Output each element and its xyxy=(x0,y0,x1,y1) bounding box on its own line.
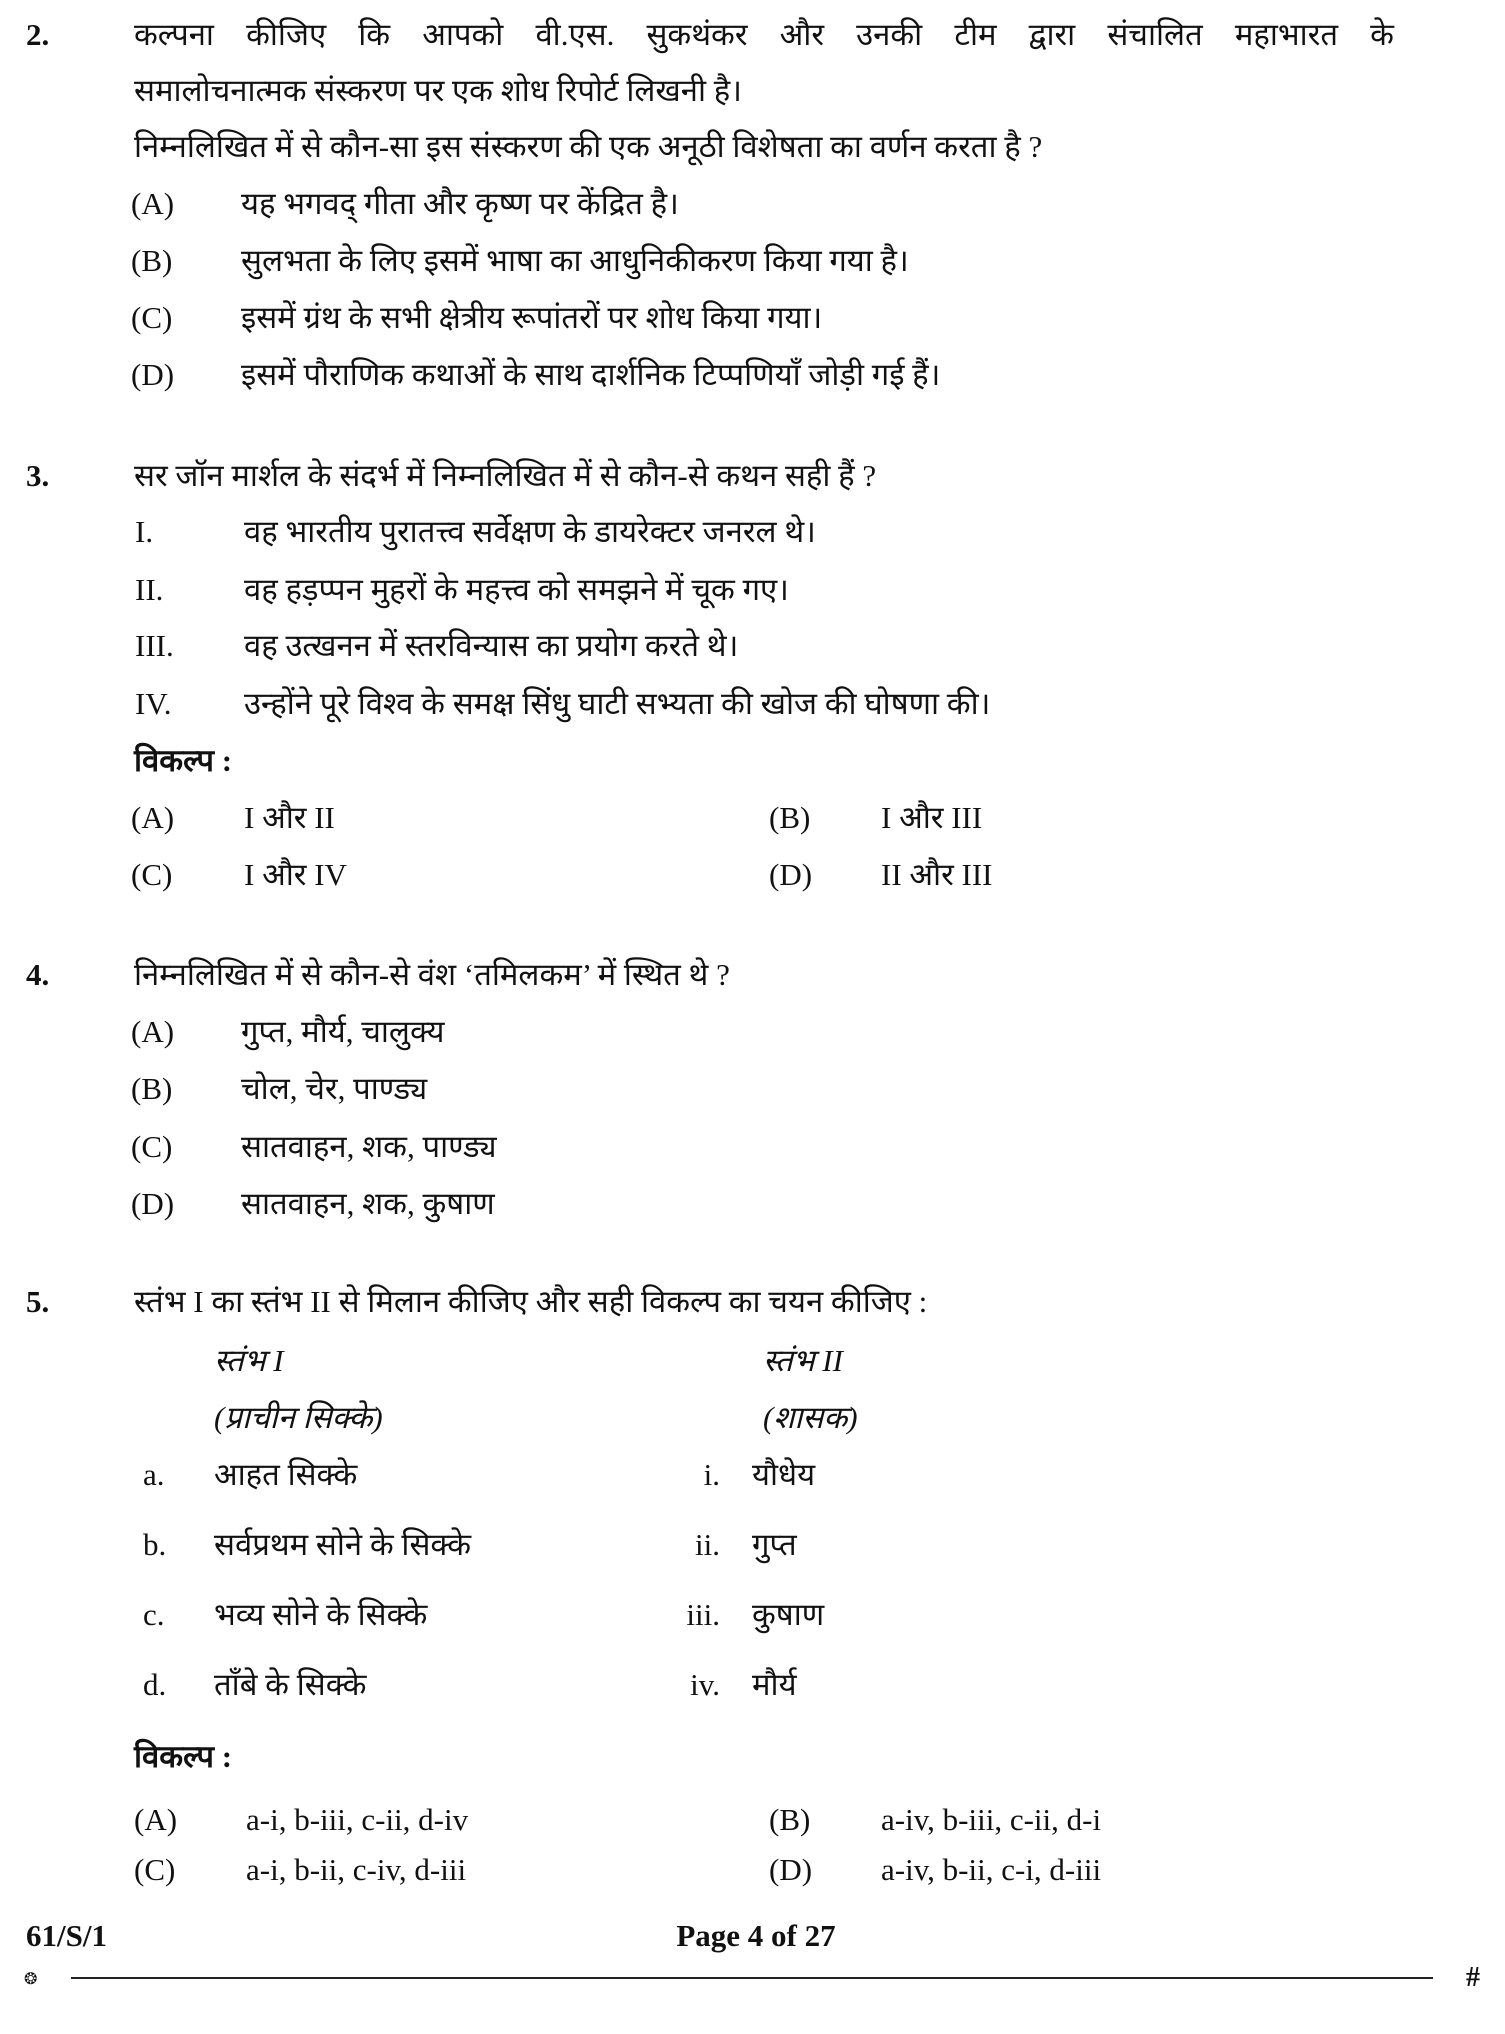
statement-text: वह उत्खनन में स्तरविन्यास का प्रयोग करते थे। xyxy=(244,628,739,663)
option-label: (B) xyxy=(131,243,173,278)
match-text: कुषाण xyxy=(752,1597,825,1632)
statement-label: II. xyxy=(135,572,164,607)
match-label: b. xyxy=(143,1527,167,1562)
match-label: iii. xyxy=(686,1597,720,1632)
option-label: (A) xyxy=(131,1014,175,1049)
option-label: (A) xyxy=(131,800,175,835)
statement-label: IV. xyxy=(135,686,172,721)
column-title: स्तंभ I xyxy=(214,1343,284,1378)
match-label: iv. xyxy=(690,1667,720,1702)
statement-text: वह हड़प्पन मुहरों के महत्त्व को समझने में चूक गए। xyxy=(244,572,789,607)
option-label: (C) xyxy=(131,300,173,335)
question-text: निम्नलिखित में से कौन-सा इस संस्करण की एक अनूठी विशेषता का वर्णन करता है ? xyxy=(134,129,1043,164)
match-text: आहत सिक्के xyxy=(214,1457,358,1492)
match-text: मौर्य xyxy=(752,1667,797,1702)
option-label: (C) xyxy=(131,857,173,892)
match-text: यौधेय xyxy=(752,1457,816,1492)
match-label: ii. xyxy=(695,1527,720,1562)
question-number: 2. xyxy=(26,17,50,52)
option-label: (C) xyxy=(131,1129,173,1164)
option-label: (B) xyxy=(769,1802,811,1837)
option-text: I और III xyxy=(881,800,983,835)
option-label: (A) xyxy=(131,186,175,221)
column-title: स्तंभ II xyxy=(763,1343,843,1378)
question-text: कल्पना कीजिए कि आपको वी.एस. सुकथंकर और उनकी टीम द्वारा संचालित महाभारत के xyxy=(134,17,1394,52)
option-label: (B) xyxy=(131,1071,173,1106)
option-text: I और II xyxy=(244,800,335,835)
statement-label: I. xyxy=(135,514,154,549)
option-label: (A) xyxy=(134,1802,178,1837)
option-text: इसमें ग्रंथ के सभी क्षेत्रीय रूपांतरों पर शोध किया गया। xyxy=(241,300,823,335)
paper-code: 61/S/1 xyxy=(26,1918,107,1953)
option-text: चोल, चेर, पाण्ड्य xyxy=(241,1071,428,1106)
question-text: निम्नलिखित में से कौन-से वंश ‘तमिलकम’ में स्थित थे ? xyxy=(134,957,730,992)
column-subtitle: (प्राचीन सिक्के) xyxy=(214,1400,383,1435)
option-text: सुलभता के लिए इसमें भाषा का आधुनिकीकरण किया गया है। xyxy=(241,243,909,278)
question-text: समालोचनात्मक संस्करण पर एक शोध रिपोर्ट लिखनी है। xyxy=(134,73,742,108)
option-label: (D) xyxy=(769,1852,813,1887)
match-text: गुप्त xyxy=(752,1527,797,1562)
match-label: a. xyxy=(143,1457,165,1492)
question-number: 3. xyxy=(26,458,50,493)
question-number: 5. xyxy=(26,1284,50,1319)
match-label: i. xyxy=(703,1457,720,1492)
option-label: (D) xyxy=(769,857,813,892)
statement-text: उन्होंने पूरे विश्व के समक्ष सिंधु घाटी सभ्यता की खोज की घोषणा की। xyxy=(244,686,991,721)
option-label: (D) xyxy=(131,357,175,392)
footer-divider xyxy=(71,1977,1433,1979)
match-label: d. xyxy=(143,1667,167,1702)
option-text: इसमें पौराणिक कथाओं के साथ दार्शनिक टिप्पणियाँ जोड़ी गई हैं। xyxy=(241,357,941,392)
option-text: a-i, b-iii, c-ii, d-iv xyxy=(246,1802,469,1837)
options-heading: विकल्प : xyxy=(134,1739,233,1774)
option-label: (D) xyxy=(131,1186,175,1221)
option-label: (C) xyxy=(134,1852,176,1887)
option-text: II और III xyxy=(881,857,993,892)
option-text: I और IV xyxy=(244,857,347,892)
match-label: c. xyxy=(143,1597,165,1632)
ornament-icon: ❂ xyxy=(24,1971,38,1988)
options-heading: विकल्प : xyxy=(134,743,233,778)
question-text: सर जॉन मार्शल के संदर्भ में निम्नलिखित में से कौन-से कथन सही हैं ? xyxy=(134,458,877,493)
match-text: सर्वप्रथम सोने के सिक्के xyxy=(214,1527,472,1562)
option-text: सातवाहन, शक, पाण्ड्य xyxy=(241,1129,497,1164)
page-number: Page 4 of 27 xyxy=(676,1918,836,1953)
question-text: स्तंभ I का स्तंभ II से मिलान कीजिए और सही विकल्प का चयन कीजिए : xyxy=(134,1284,928,1319)
option-text: यह भगवद् गीता और कृष्ण पर केंद्रित है। xyxy=(241,186,679,221)
option-text: सातवाहन, शक, कुषाण xyxy=(241,1186,495,1221)
column-subtitle: (शासक) xyxy=(763,1400,858,1435)
match-text: ताँबे के सिक्के xyxy=(214,1667,367,1702)
statement-label: III. xyxy=(135,628,174,663)
match-text: भव्य सोने के सिक्के xyxy=(214,1597,428,1632)
option-text: a-iv, b-iii, c-ii, d-i xyxy=(881,1802,1102,1837)
question-number: 4. xyxy=(26,957,50,992)
option-text: गुप्त, मौर्य, चालुक्य xyxy=(241,1014,445,1049)
option-label: (B) xyxy=(769,800,811,835)
hash-mark: # xyxy=(1466,1962,1480,1993)
option-text: a-iv, b-ii, c-i, d-iii xyxy=(881,1852,1102,1887)
option-text: a-i, b-ii, c-iv, d-iii xyxy=(246,1852,467,1887)
statement-text: वह भारतीय पुरातत्त्व सर्वेक्षण के डायरेक्टर जनरल थे। xyxy=(244,514,816,549)
